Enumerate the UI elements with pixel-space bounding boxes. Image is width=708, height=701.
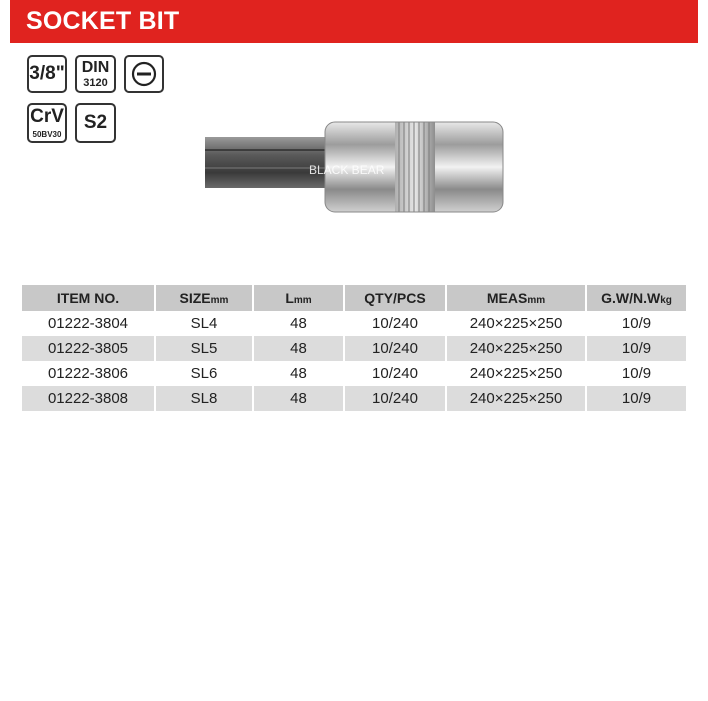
- cell-item-no: 01222-3804: [22, 311, 155, 336]
- din-standard-badge: [75, 55, 116, 93]
- cell-size: SL6: [155, 361, 253, 386]
- cell-qty: 10/240: [344, 336, 446, 361]
- cell-length: 48: [253, 386, 344, 411]
- material-label: CrV: [30, 106, 64, 127]
- cell-length: 48: [253, 311, 344, 336]
- slotted-minus-icon: [124, 55, 164, 93]
- material-badge: [27, 103, 67, 143]
- table-header-row: [22, 285, 686, 311]
- cell-size: SL4: [155, 311, 253, 336]
- din-number: 3120: [83, 77, 108, 89]
- socket-bit-image: [205, 110, 510, 220]
- header-weight: G.W/N.Wkg: [586, 285, 686, 311]
- title-banner: [10, 0, 698, 43]
- table-row: [22, 361, 686, 386]
- cell-size: SL5: [155, 336, 253, 361]
- cell-meas: 240×225×250: [446, 311, 586, 336]
- cell-item-no: 01222-3806: [22, 361, 155, 386]
- cell-length: 48: [253, 361, 344, 386]
- material-code: 50BV30: [32, 130, 62, 139]
- grade-badge: S2: [75, 103, 116, 143]
- cell-weight: 10/9: [586, 311, 686, 336]
- cell-meas: 240×225×250: [446, 336, 586, 361]
- cell-item-no: 01222-3808: [22, 386, 155, 411]
- page-title: SOCKET BIT: [26, 7, 180, 35]
- cell-weight: 10/9: [586, 386, 686, 411]
- cell-weight: 10/9: [586, 361, 686, 386]
- table-row: [22, 386, 686, 411]
- cell-item-no: 01222-3805: [22, 336, 155, 361]
- cell-weight: 10/9: [586, 336, 686, 361]
- cell-qty: 10/240: [344, 361, 446, 386]
- din-label: DIN: [81, 59, 110, 76]
- header-item-no: ITEM NO.: [22, 285, 155, 311]
- spec-table: [22, 285, 686, 411]
- brand-marking: BLACK BEAR: [309, 163, 385, 177]
- header-qty: QTY/PCS: [344, 285, 446, 311]
- cell-meas: 240×225×250: [446, 386, 586, 411]
- cell-qty: 10/240: [344, 311, 446, 336]
- table-row: [22, 311, 686, 336]
- header-meas: MEASmm: [446, 285, 586, 311]
- header-size: SIZEmm: [155, 285, 253, 311]
- cell-length: 48: [253, 336, 344, 361]
- cell-qty: 10/240: [344, 386, 446, 411]
- cell-size: SL8: [155, 386, 253, 411]
- cell-meas: 240×225×250: [446, 361, 586, 386]
- header-length: Lmm: [253, 285, 344, 311]
- table-row: [22, 336, 686, 361]
- drive-size-badge: 3/8": [27, 55, 67, 93]
